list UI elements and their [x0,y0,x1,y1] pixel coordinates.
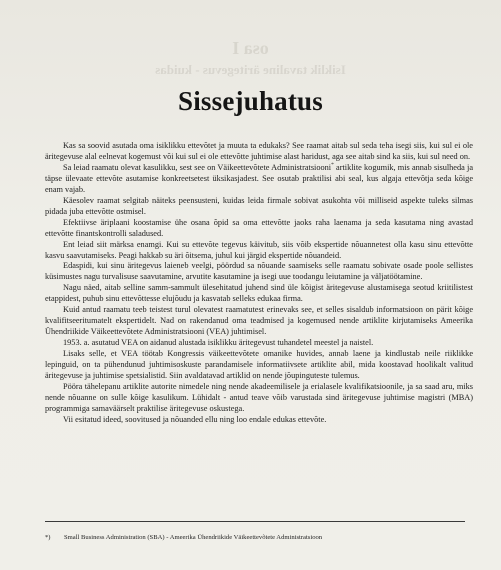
footnote-text: Small Business Administration (SBA) - Ameerika Ühendriikide Väikeettevõtete Administratsioon [64,534,323,541]
paragraph-2-start: Sa leiad raamatu olevat kasulikku, sest see on Väikeettevõtete Administratsiooni [63,162,332,172]
paragraph-12: Vii esitatud ideed, soovitused ja nõuanded ellu ning loo endale edukas ettevõte. [63,414,327,424]
paragraph-10: Lisaks selle, et VEA töötab Kongressis väikeettevõtete omanike huvides, annab laene ja kindlustab neile riiklikke lepinguid, on ta pühendunud juhtimisoskuste parandamisele informatiivsete artiklite abil, mida koostavad hoolikalt valitud äritegevuse ja juhtimise spetsialistid. Siin avaldatavad artiklid on nende jõupinguteste tulemus. [45,349,473,381]
show-through-subheading: Isiklik tavaline äritegevus - kuidas [155,62,346,77]
page-title: Sissejuhatus [178,86,323,116]
body-text [45,141,473,426]
paragraph-6: Edaspidi, kui sinu äritegevus laieneb veelgi, pöördud sa nõuande saamiseks selle raamatu sobivate osade poole sellistes küsimustes nagu turvalisuse saavutamine, arvutite kasutamine ja isegi uue toodangu leiutamine ja väljatöötamine. [45,261,473,282]
footnote-reference: * [331,162,334,169]
paragraph-7: Nagu näed, aitab selline samm-sammult ülesehitatud juhend sind üle kõigist äritegevuse alustamisega seotud kriitilistest etappidest, puhub sinu ettevõttesse elujõudu ja kasvatab selleks edukaa firma. [45,283,473,304]
show-through-heading: osa I [232,38,269,58]
paragraph-2-continuation: artiklite kogumik, mis annab sisulheda ja täpse ülevaate ettevõte asutamise konkreetsetest üksikasjadest. See osutab praktilisi abi seal, kus algaja ettevõtja seda kõige enam vajab. [45,162,473,194]
paragraph-11: Pööra tähelepanu artiklite autorite nimedele ning nende akadeemilisele ja erialasele kvalifikatsioonile, ja sa saad aru, miks nende nõuanne on sulle kõige kasulikum. Lühidalt - antud teave võib varustada sind äritegevuse juhtimise magistri (MBA) programmiga samaväärselt praktilise äritegevuse oskustega. [45,381,473,413]
footnote-mark: *) [45,534,51,541]
footnote [45,533,473,542]
paragraph-1: Kas sa soovid asutada oma isiklikku ettevõtet ja muuta ta edukaks? See raamat aitab sul seda teha isegi siis, kui sul ei ole äritegevuse alal eelnevat kogemust või kui sul ei ole ettevõtte juhtimise alast haridust, aga see aitab sind ka siis, kui sul need on. [45,141,473,161]
paragraph-9: 1953. a. asutatud VEA on aidanud alustada isiklikku äritegevust tuhandetel meestel ja naistel. [63,338,374,348]
paragraph-2 [45,163,473,196]
paragraph-4: Efektiivse äriplaani koostamise ühe osana õpid sa oma ettevõtte jaoks raha laenama ja seda kasutama ning avastad ettevõtte finantskontrolli saladused. [45,217,473,238]
paragraph-8: Kuid antud raamatu teeb teistest turul olevatest raamatutest erinevaks see, et selles sisaldub informatsioon on pärit kõige kvalifitseeritumatelt ekspertidelt. Nad on rakendanud oma teadmised ja kogemused nende artiklite kirjutamiseks Ameerika Ühendriikide Väikeettevõtete Administratsiooni (VEA) juhtimisel. [45,305,473,337]
paragraph-3: Käesolev raamat selgitab näiteks peensusteni, kuidas leida firmale sobivat asukohta või milliseid aspekte tuleks silmas pidada juba ettevõtte ostmisel. [45,195,473,216]
footnote-divider [45,521,465,522]
paragraph-5: Ent leiad siit märksa enamgi. Kui su ettevõte tegevus käivitub, siis võib ekspertide nõuannetest olla kasu sinu ettevõtte kasvu saavutamiseks. Peagi hakkab su äri õitsema, juhul kui järgid ekspertide nõuandeid. [45,239,473,260]
